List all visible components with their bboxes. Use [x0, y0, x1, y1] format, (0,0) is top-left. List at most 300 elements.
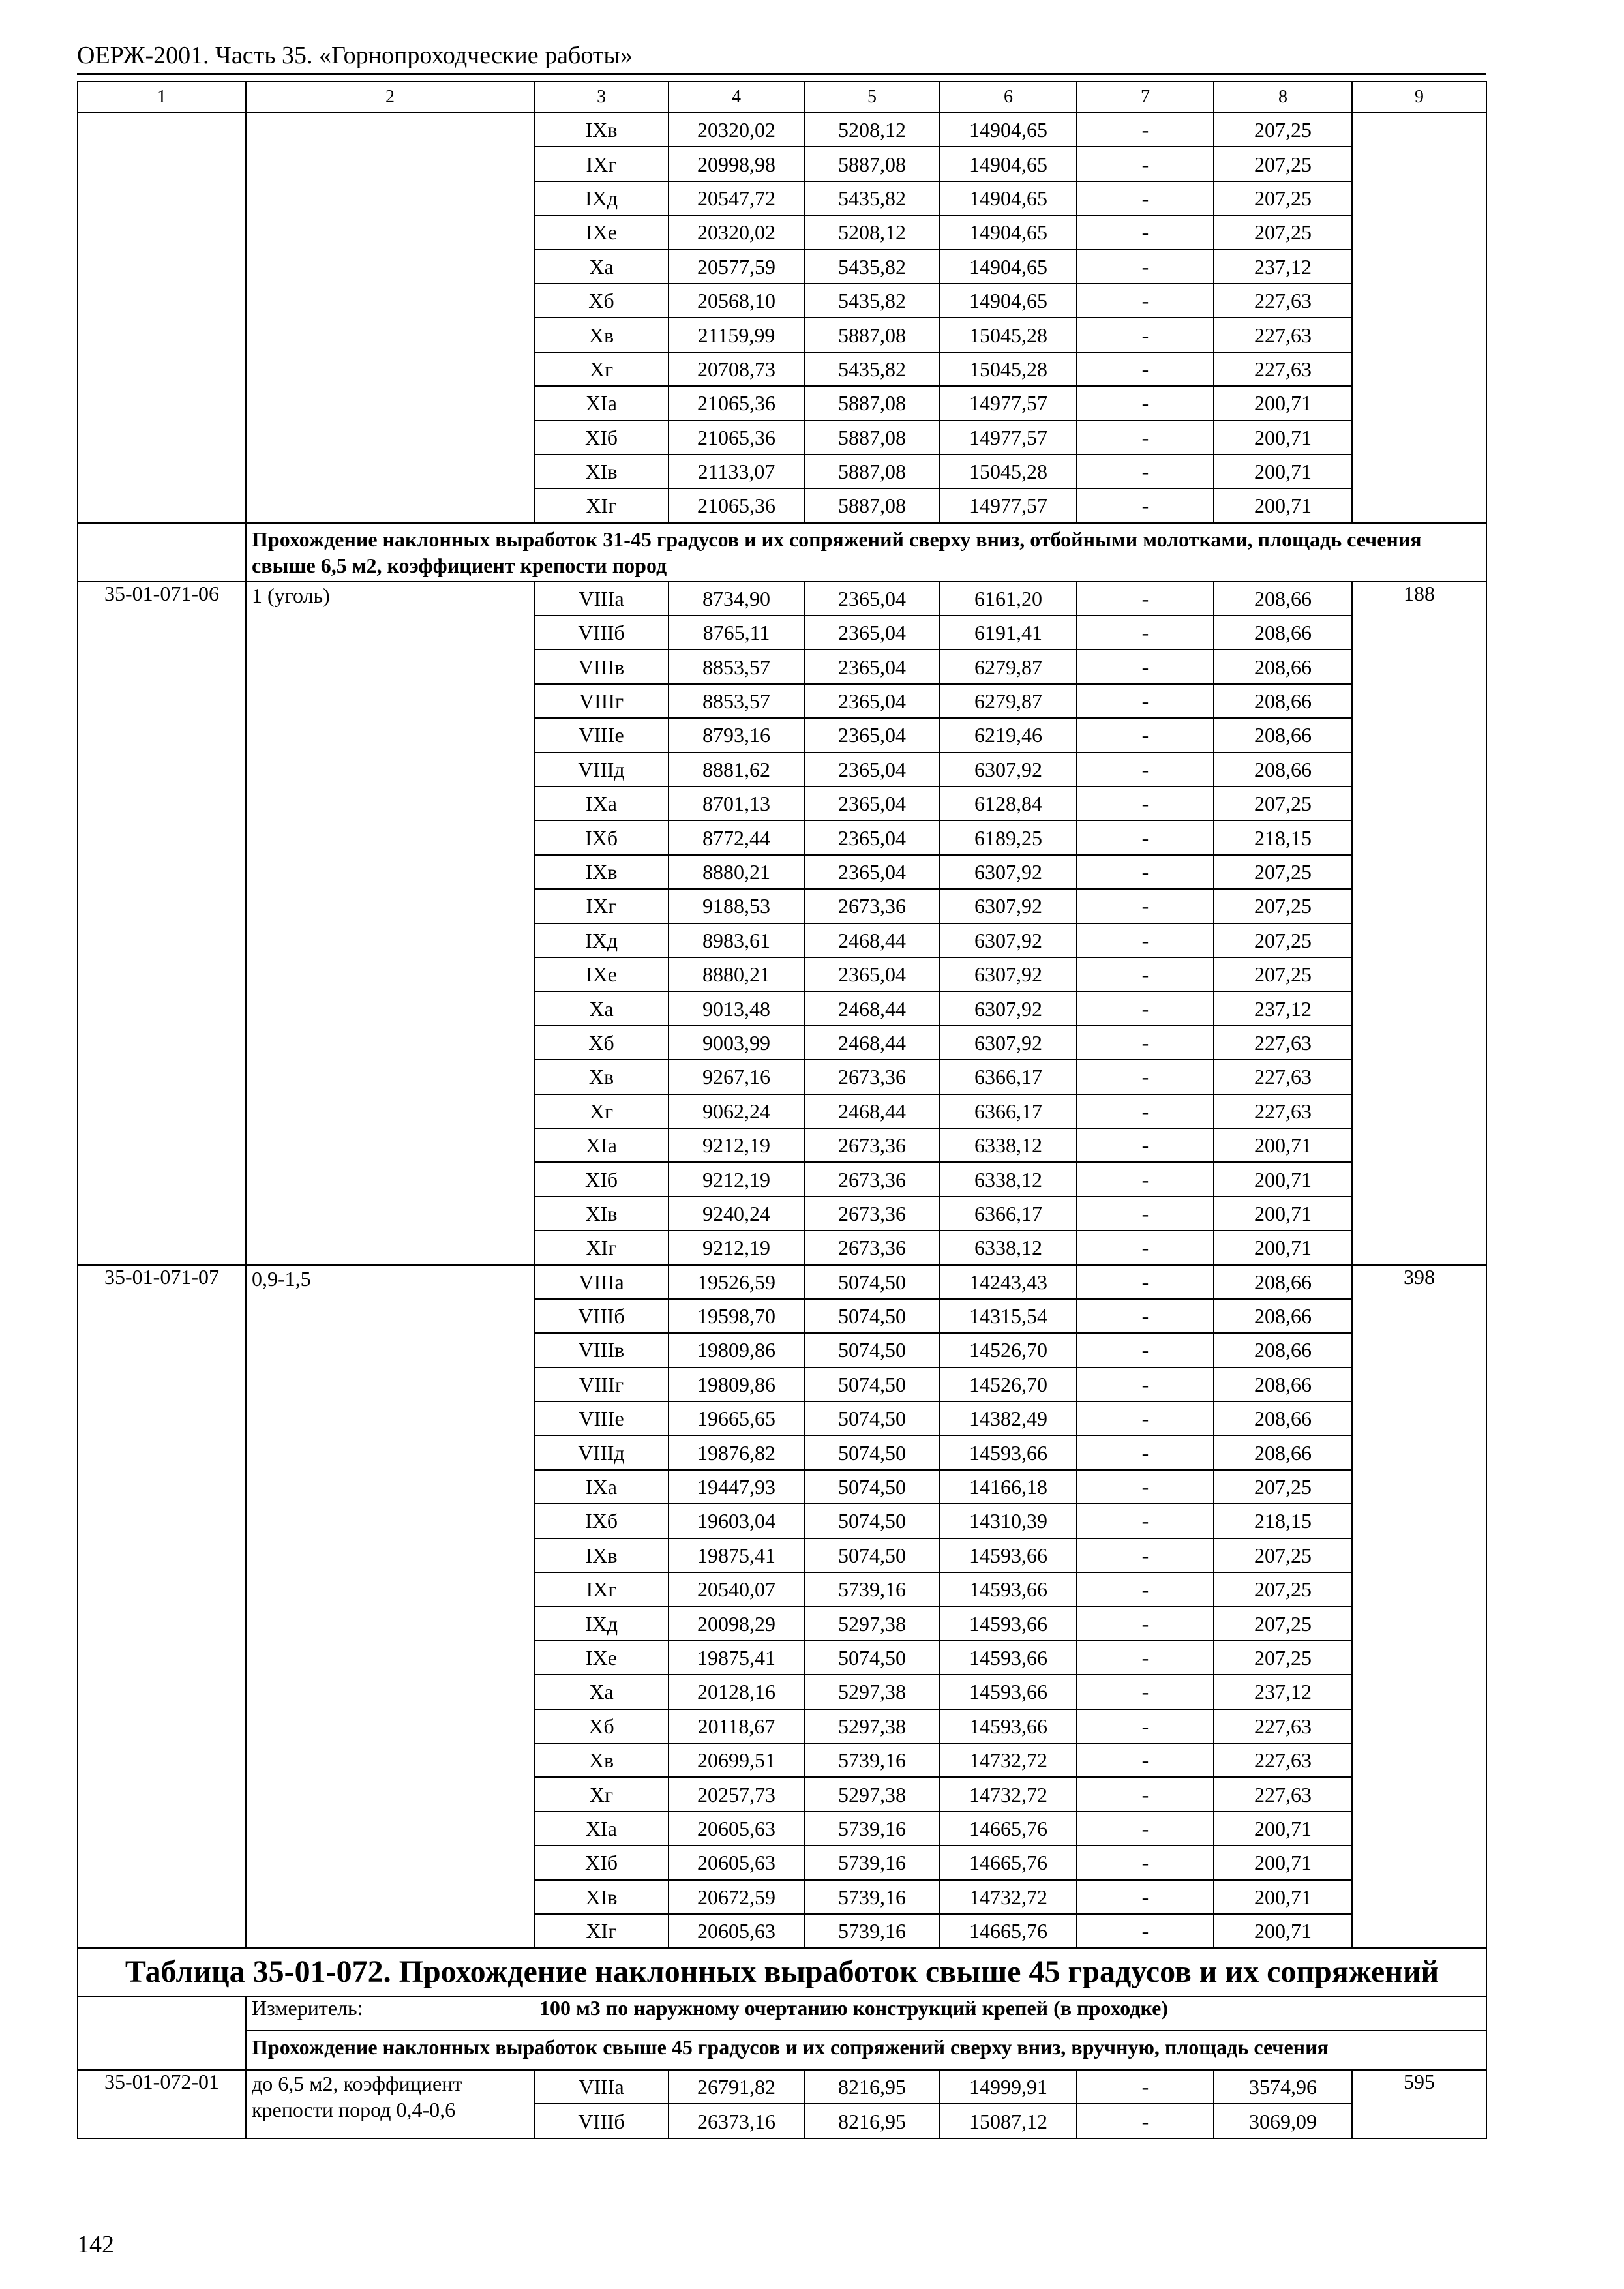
operators-cell: -	[1077, 455, 1214, 488]
operators-cell: -	[1077, 650, 1214, 683]
rates-table	[77, 81, 1487, 2139]
rate-parameter: 0,9-1,5	[246, 1265, 534, 1949]
total-cost-cell: 20568,10	[669, 284, 804, 318]
materials-cell: 208,66	[1214, 616, 1352, 650]
total-cost-cell: 8880,21	[669, 855, 804, 889]
total-cost-cell: 26791,82	[669, 2070, 804, 2104]
category-cell: VIIIг	[534, 684, 669, 718]
total-cost-cell: 20118,67	[669, 1709, 804, 1743]
category-cell: Xб	[534, 1026, 669, 1060]
category-cell: IXд	[534, 1606, 669, 1640]
total-cost-cell: 26373,16	[669, 2104, 804, 2138]
labor-cost-cell: 5887,08	[804, 147, 940, 181]
category-cell: IXд	[534, 923, 669, 957]
operators-cell: -	[1077, 1777, 1214, 1811]
labor-cost-cell: 5074,50	[804, 1435, 940, 1469]
operators-cell: -	[1077, 820, 1214, 854]
labor-cost-cell: 2365,04	[804, 650, 940, 683]
table-title-row	[78, 1948, 1486, 1996]
category-cell: Xб	[534, 1709, 669, 1743]
labor-cost-cell: 2365,04	[804, 820, 940, 854]
materials-cell: 237,12	[1214, 991, 1352, 1025]
unit-label: Измеритель:	[246, 1996, 534, 2030]
machine-cost-cell: 6307,92	[940, 753, 1077, 786]
total-cost-cell: 20320,02	[669, 215, 804, 249]
operators-cell: -	[1077, 1470, 1214, 1504]
total-cost-cell: 9003,99	[669, 1026, 804, 1060]
machine-cost-cell: 6366,17	[940, 1094, 1077, 1128]
total-cost-cell: 19809,86	[669, 1333, 804, 1367]
total-cost-cell: 8853,57	[669, 684, 804, 718]
labor-cost-cell: 5074,50	[804, 1333, 940, 1367]
category-cell: Xа	[534, 991, 669, 1025]
total-cost-cell: 20605,63	[669, 1914, 804, 1948]
materials-cell: 200,71	[1214, 1914, 1352, 1948]
materials-cell: 200,71	[1214, 386, 1352, 420]
operators-cell: -	[1077, 1504, 1214, 1538]
machine-cost-cell: 14904,65	[940, 250, 1077, 284]
total-cost-cell: 9212,19	[669, 1231, 804, 1264]
labor-cost-cell: 5887,08	[804, 455, 940, 488]
total-cost-cell: 20577,59	[669, 250, 804, 284]
category-cell: IXе	[534, 215, 669, 249]
column-number: 1	[78, 82, 246, 113]
total-cost-cell: 20605,63	[669, 1812, 804, 1846]
operators-cell: -	[1077, 1641, 1214, 1675]
operators-cell: -	[1077, 1914, 1214, 1948]
labor-cost-cell: 5074,50	[804, 1265, 940, 1299]
total-cost-cell: 20320,02	[669, 113, 804, 147]
operators-cell: -	[1077, 352, 1214, 386]
materials-cell: 200,71	[1214, 421, 1352, 455]
machine-cost-cell: 6366,17	[940, 1060, 1077, 1094]
machine-cost-cell: 6307,92	[940, 957, 1077, 991]
category-cell: XIб	[534, 421, 669, 455]
machine-cost-cell: 14593,66	[940, 1435, 1077, 1469]
labor-cost-cell: 5074,50	[804, 1641, 940, 1675]
machine-cost-cell: 14665,76	[940, 1812, 1077, 1846]
operators-cell: -	[1077, 1846, 1214, 1879]
labor-cost-cell: 2365,04	[804, 684, 940, 718]
labor-cost-cell: 5739,16	[804, 1880, 940, 1914]
materials-cell: 208,66	[1214, 1265, 1352, 1299]
category-cell: Xв	[534, 1060, 669, 1094]
machine-cost-cell: 6307,92	[940, 889, 1077, 923]
category-cell: Xа	[534, 250, 669, 284]
machine-cost-cell: 15087,12	[940, 2104, 1077, 2138]
category-cell: XIа	[534, 386, 669, 420]
machine-cost-cell: 14977,57	[940, 488, 1077, 522]
total-cost-cell: 8853,57	[669, 650, 804, 683]
category-cell: IXе	[534, 957, 669, 991]
column-number: 8	[1214, 82, 1352, 113]
total-cost-cell: 21133,07	[669, 455, 804, 488]
operators-cell: -	[1077, 1572, 1214, 1606]
operators-cell: -	[1077, 786, 1214, 820]
machine-cost-cell: 6366,17	[940, 1197, 1077, 1231]
machine-cost-cell: 14977,57	[940, 386, 1077, 420]
category-cell: VIIIе	[534, 718, 669, 752]
total-cost-cell: 20699,51	[669, 1743, 804, 1777]
total-cost-cell: 8793,16	[669, 718, 804, 752]
column-number: 6	[940, 82, 1077, 113]
total-cost-cell: 20257,73	[669, 1777, 804, 1811]
total-cost-cell: 9013,48	[669, 991, 804, 1025]
machine-cost-cell: 14593,66	[940, 1675, 1077, 1709]
total-cost-cell: 21065,36	[669, 488, 804, 522]
labor-cost-cell: 5297,38	[804, 1675, 940, 1709]
total-cost-cell: 9062,24	[669, 1094, 804, 1128]
total-cost-cell: 19598,70	[669, 1299, 804, 1333]
category-cell: VIIIб	[534, 2104, 669, 2138]
total-cost-cell: 19665,65	[669, 1401, 804, 1435]
labor-cost-cell: 5208,12	[804, 113, 940, 147]
materials-cell: 207,25	[1214, 786, 1352, 820]
total-cost-cell: 19447,93	[669, 1470, 804, 1504]
operators-cell: -	[1077, 1812, 1214, 1846]
labor-cost-cell: 2673,36	[804, 1197, 940, 1231]
rate-code: 35-01-071-07	[78, 1265, 246, 1949]
unit-row	[78, 1996, 1486, 2030]
category-cell: VIIIв	[534, 1333, 669, 1367]
total-cost-cell: 19809,86	[669, 1368, 804, 1401]
operators-cell: -	[1077, 1265, 1214, 1299]
operators-cell: -	[1077, 1368, 1214, 1401]
operators-cell: -	[1077, 753, 1214, 786]
category-cell: XIв	[534, 1880, 669, 1914]
materials-cell: 227,63	[1214, 1777, 1352, 1811]
materials-cell: 207,25	[1214, 1641, 1352, 1675]
labor-cost-cell: 5435,82	[804, 352, 940, 386]
labor-cost-cell: 5739,16	[804, 1572, 940, 1606]
category-cell: IXб	[534, 1504, 669, 1538]
total-cost-cell: 19876,82	[669, 1435, 804, 1469]
machine-cost-cell: 14526,70	[940, 1333, 1077, 1367]
materials-cell: 200,71	[1214, 1162, 1352, 1196]
materials-cell: 200,71	[1214, 1197, 1352, 1231]
operators-cell: -	[1077, 1128, 1214, 1162]
machine-cost-cell: 6307,92	[940, 923, 1077, 957]
machine-cost-cell: 6307,92	[940, 855, 1077, 889]
materials-cell: 207,25	[1214, 889, 1352, 923]
operators-cell: -	[1077, 1606, 1214, 1640]
category-cell: Xа	[534, 1675, 669, 1709]
labor-cost-cell: 2365,04	[804, 718, 940, 752]
labor-cost-cell: 8216,95	[804, 2104, 940, 2138]
materials-cell: 227,63	[1214, 1709, 1352, 1743]
page-number: 142	[77, 2231, 114, 2258]
column-number-row	[78, 82, 1486, 113]
materials-cell: 3574,96	[1214, 2070, 1352, 2104]
operators-cell: -	[1077, 1162, 1214, 1196]
category-cell: Xг	[534, 352, 669, 386]
materials-cell: 208,66	[1214, 718, 1352, 752]
materials-cell: 207,25	[1214, 215, 1352, 249]
materials-weight-cell: 398	[1352, 1265, 1486, 1949]
category-cell: VIIIб	[534, 1299, 669, 1333]
section-row	[78, 523, 1486, 582]
labor-cost-cell: 5074,50	[804, 1368, 940, 1401]
machine-cost-cell: 6189,25	[940, 820, 1077, 854]
materials-cell: 3069,09	[1214, 2104, 1352, 2138]
total-cost-cell: 20547,72	[669, 181, 804, 215]
total-cost-cell: 20128,16	[669, 1675, 804, 1709]
materials-weight-cell: 188	[1352, 582, 1486, 1265]
total-cost-cell: 20605,63	[669, 1846, 804, 1879]
materials-cell: 208,66	[1214, 1435, 1352, 1469]
category-cell: Xг	[534, 1777, 669, 1811]
category-cell: IXв	[534, 855, 669, 889]
materials-cell: 207,25	[1214, 923, 1352, 957]
machine-cost-cell: 14593,66	[940, 1572, 1077, 1606]
category-cell: Xв	[534, 318, 669, 352]
category-cell: XIв	[534, 455, 669, 488]
labor-cost-cell: 5739,16	[804, 1743, 940, 1777]
total-cost-cell: 21159,99	[669, 318, 804, 352]
category-cell: XIв	[534, 1197, 669, 1231]
labor-cost-cell: 5074,50	[804, 1538, 940, 1572]
rate-code: 35-01-072-01	[78, 2070, 246, 2138]
labor-cost-cell: 5435,82	[804, 181, 940, 215]
category-cell: VIIIг	[534, 1368, 669, 1401]
machine-cost-cell: 14904,65	[940, 215, 1077, 249]
total-cost-cell: 8772,44	[669, 820, 804, 854]
machine-cost-cell: 6338,12	[940, 1128, 1077, 1162]
column-number: 4	[669, 82, 804, 113]
labor-cost-cell: 2365,04	[804, 616, 940, 650]
category-cell: XIа	[534, 1812, 669, 1846]
category-cell: IXа	[534, 786, 669, 820]
page-header: ОЕРЖ-2001. Часть 35. «Горнопроходческие работы»	[77, 42, 633, 69]
total-cost-cell: 21065,36	[669, 386, 804, 420]
total-cost-cell: 8881,62	[669, 753, 804, 786]
labor-cost-cell: 5297,38	[804, 1709, 940, 1743]
category-cell: VIIIа	[534, 582, 669, 616]
section-row	[78, 2031, 1486, 2070]
section-heading: Прохождение наклонных выработок 31-45 градусов и их сопряжений сверху вниз, отбойными молотками, площадь сечения свыше 6,5 м2, коэффициент крепости пород	[246, 523, 1486, 582]
rate-code: 35-01-071-06	[78, 582, 246, 1265]
table-title: Таблица 35-01-072. Прохождение наклонных выработок свыше 45 градусов и их сопряжений	[78, 1948, 1486, 1996]
total-cost-cell: 9212,19	[669, 1162, 804, 1196]
materials-cell: 207,25	[1214, 1606, 1352, 1640]
materials-cell: 200,71	[1214, 1812, 1352, 1846]
section-spacer	[78, 523, 246, 582]
category-cell: XIб	[534, 1846, 669, 1879]
total-cost-cell: 20540,07	[669, 1572, 804, 1606]
labor-cost-cell: 2673,36	[804, 1231, 940, 1264]
category-cell: XIг	[534, 488, 669, 522]
operators-cell: -	[1077, 616, 1214, 650]
materials-weight-cell: 595	[1352, 2070, 1486, 2138]
rates-table-body	[78, 82, 1486, 2138]
rate-parameter	[246, 113, 534, 523]
materials-cell: 237,12	[1214, 250, 1352, 284]
total-cost-cell: 8734,90	[669, 582, 804, 616]
machine-cost-cell: 14382,49	[940, 1401, 1077, 1435]
labor-cost-cell: 5435,82	[804, 284, 940, 318]
operators-cell: -	[1077, 684, 1214, 718]
machine-cost-cell: 6279,87	[940, 684, 1077, 718]
materials-cell: 207,25	[1214, 1470, 1352, 1504]
materials-cell: 227,63	[1214, 1743, 1352, 1777]
total-cost-cell: 8765,11	[669, 616, 804, 650]
header-rule	[77, 73, 1486, 75]
materials-cell: 227,63	[1214, 1060, 1352, 1094]
materials-cell: 207,25	[1214, 147, 1352, 181]
category-cell: IXв	[534, 1538, 669, 1572]
labor-cost-cell: 5297,38	[804, 1606, 940, 1640]
labor-cost-cell: 2468,44	[804, 923, 940, 957]
category-cell: IXв	[534, 113, 669, 147]
materials-cell: 208,66	[1214, 684, 1352, 718]
materials-cell: 237,12	[1214, 1675, 1352, 1709]
machine-cost-cell: 14593,66	[940, 1606, 1077, 1640]
total-cost-cell: 20672,59	[669, 1880, 804, 1914]
machine-cost-cell: 14904,65	[940, 284, 1077, 318]
materials-cell: 200,71	[1214, 1128, 1352, 1162]
total-cost-cell: 19875,41	[669, 1538, 804, 1572]
column-number: 7	[1077, 82, 1214, 113]
materials-cell: 227,63	[1214, 352, 1352, 386]
machine-cost-cell: 14593,66	[940, 1538, 1077, 1572]
rate-parameter: 1 (уголь)	[246, 582, 534, 1265]
materials-cell: 208,66	[1214, 753, 1352, 786]
total-cost-cell: 8983,61	[669, 923, 804, 957]
operators-cell: -	[1077, 855, 1214, 889]
labor-cost-cell: 2673,36	[804, 889, 940, 923]
category-cell: XIб	[534, 1162, 669, 1196]
operators-cell: -	[1077, 1675, 1214, 1709]
category-cell: Xв	[534, 1743, 669, 1777]
category-cell: VIIIе	[534, 1401, 669, 1435]
operators-cell: -	[1077, 1743, 1214, 1777]
machine-cost-cell: 14526,70	[940, 1368, 1077, 1401]
labor-cost-cell: 5739,16	[804, 1812, 940, 1846]
machine-cost-cell: 15045,28	[940, 352, 1077, 386]
machine-cost-cell: 14732,72	[940, 1743, 1077, 1777]
category-cell: Xб	[534, 284, 669, 318]
labor-cost-cell: 5887,08	[804, 318, 940, 352]
column-number: 5	[804, 82, 940, 113]
machine-cost-cell: 14904,65	[940, 113, 1077, 147]
machine-cost-cell: 14315,54	[940, 1299, 1077, 1333]
machine-cost-cell: 14904,65	[940, 147, 1077, 181]
operators-cell: -	[1077, 250, 1214, 284]
materials-cell: 208,66	[1214, 650, 1352, 683]
category-cell: VIIIа	[534, 2070, 669, 2104]
machine-cost-cell: 6307,92	[940, 991, 1077, 1025]
operators-cell: -	[1077, 1026, 1214, 1060]
category-cell: XIа	[534, 1128, 669, 1162]
labor-cost-cell: 5887,08	[804, 386, 940, 420]
labor-cost-cell: 5739,16	[804, 1914, 940, 1948]
operators-cell: -	[1077, 1709, 1214, 1743]
machine-cost-cell: 6219,46	[940, 718, 1077, 752]
materials-cell: 208,66	[1214, 1401, 1352, 1435]
materials-cell: 200,71	[1214, 1846, 1352, 1879]
table-row	[78, 582, 1486, 616]
operators-cell: -	[1077, 2104, 1214, 2138]
category-cell: IXг	[534, 1572, 669, 1606]
machine-cost-cell: 6307,92	[940, 1026, 1077, 1060]
total-cost-cell: 19875,41	[669, 1641, 804, 1675]
machine-cost-cell: 15045,28	[940, 455, 1077, 488]
labor-cost-cell: 5208,12	[804, 215, 940, 249]
materials-cell: 218,15	[1214, 1504, 1352, 1538]
rate-parameter: до 6,5 м2, коэффициент крепости пород 0,4-0,6	[246, 2070, 534, 2138]
labor-cost-cell: 5739,16	[804, 1846, 940, 1879]
labor-cost-cell: 2365,04	[804, 786, 940, 820]
section-spacer	[78, 2031, 246, 2070]
machine-cost-cell: 6338,12	[940, 1231, 1077, 1264]
machine-cost-cell: 14665,76	[940, 1846, 1077, 1879]
materials-cell: 207,25	[1214, 957, 1352, 991]
category-cell: VIIIд	[534, 753, 669, 786]
operators-cell: -	[1077, 1435, 1214, 1469]
category-cell: IXд	[534, 181, 669, 215]
operators-cell: -	[1077, 1538, 1214, 1572]
machine-cost-cell: 14904,65	[940, 181, 1077, 215]
operators-cell: -	[1077, 1094, 1214, 1128]
materials-cell: 207,25	[1214, 1538, 1352, 1572]
machine-cost-cell: 6161,20	[940, 582, 1077, 616]
labor-cost-cell: 5074,50	[804, 1470, 940, 1504]
operators-cell: -	[1077, 181, 1214, 215]
labor-cost-cell: 2365,04	[804, 753, 940, 786]
materials-cell: 208,66	[1214, 1333, 1352, 1367]
machine-cost-cell: 14243,43	[940, 1265, 1077, 1299]
section-heading: Прохождение наклонных выработок свыше 45 градусов и их сопряжений сверху вниз, вручную, площадь сечения	[246, 2031, 1486, 2070]
machine-cost-cell: 6279,87	[940, 650, 1077, 683]
operators-cell: -	[1077, 923, 1214, 957]
labor-cost-cell: 2673,36	[804, 1060, 940, 1094]
labor-cost-cell: 2468,44	[804, 1094, 940, 1128]
materials-cell: 207,25	[1214, 113, 1352, 147]
total-cost-cell: 19603,04	[669, 1504, 804, 1538]
column-number: 2	[246, 82, 534, 113]
total-cost-cell: 8701,13	[669, 786, 804, 820]
category-cell: IXб	[534, 820, 669, 854]
operators-cell: -	[1077, 1197, 1214, 1231]
operators-cell: -	[1077, 718, 1214, 752]
operators-cell: -	[1077, 2070, 1214, 2104]
total-cost-cell: 9188,53	[669, 889, 804, 923]
total-cost-cell: 20998,98	[669, 147, 804, 181]
operators-cell: -	[1077, 215, 1214, 249]
labor-cost-cell: 8216,95	[804, 2070, 940, 2104]
materials-cell: 227,63	[1214, 284, 1352, 318]
category-cell: VIIIа	[534, 1265, 669, 1299]
labor-cost-cell: 2365,04	[804, 957, 940, 991]
materials-cell: 208,66	[1214, 1368, 1352, 1401]
labor-cost-cell: 5074,50	[804, 1401, 940, 1435]
labor-cost-cell: 2365,04	[804, 855, 940, 889]
materials-cell: 227,63	[1214, 1094, 1352, 1128]
total-cost-cell: 9267,16	[669, 1060, 804, 1094]
labor-cost-cell: 2673,36	[804, 1162, 940, 1196]
total-cost-cell: 8880,21	[669, 957, 804, 991]
category-cell: VIIIв	[534, 650, 669, 683]
operators-cell: -	[1077, 582, 1214, 616]
materials-cell: 207,25	[1214, 855, 1352, 889]
operators-cell: -	[1077, 889, 1214, 923]
category-cell: XIг	[534, 1231, 669, 1264]
rate-code	[78, 113, 246, 523]
category-cell: VIIIб	[534, 616, 669, 650]
operators-cell: -	[1077, 1231, 1214, 1264]
operators-cell: -	[1077, 1880, 1214, 1914]
operators-cell: -	[1077, 1333, 1214, 1367]
